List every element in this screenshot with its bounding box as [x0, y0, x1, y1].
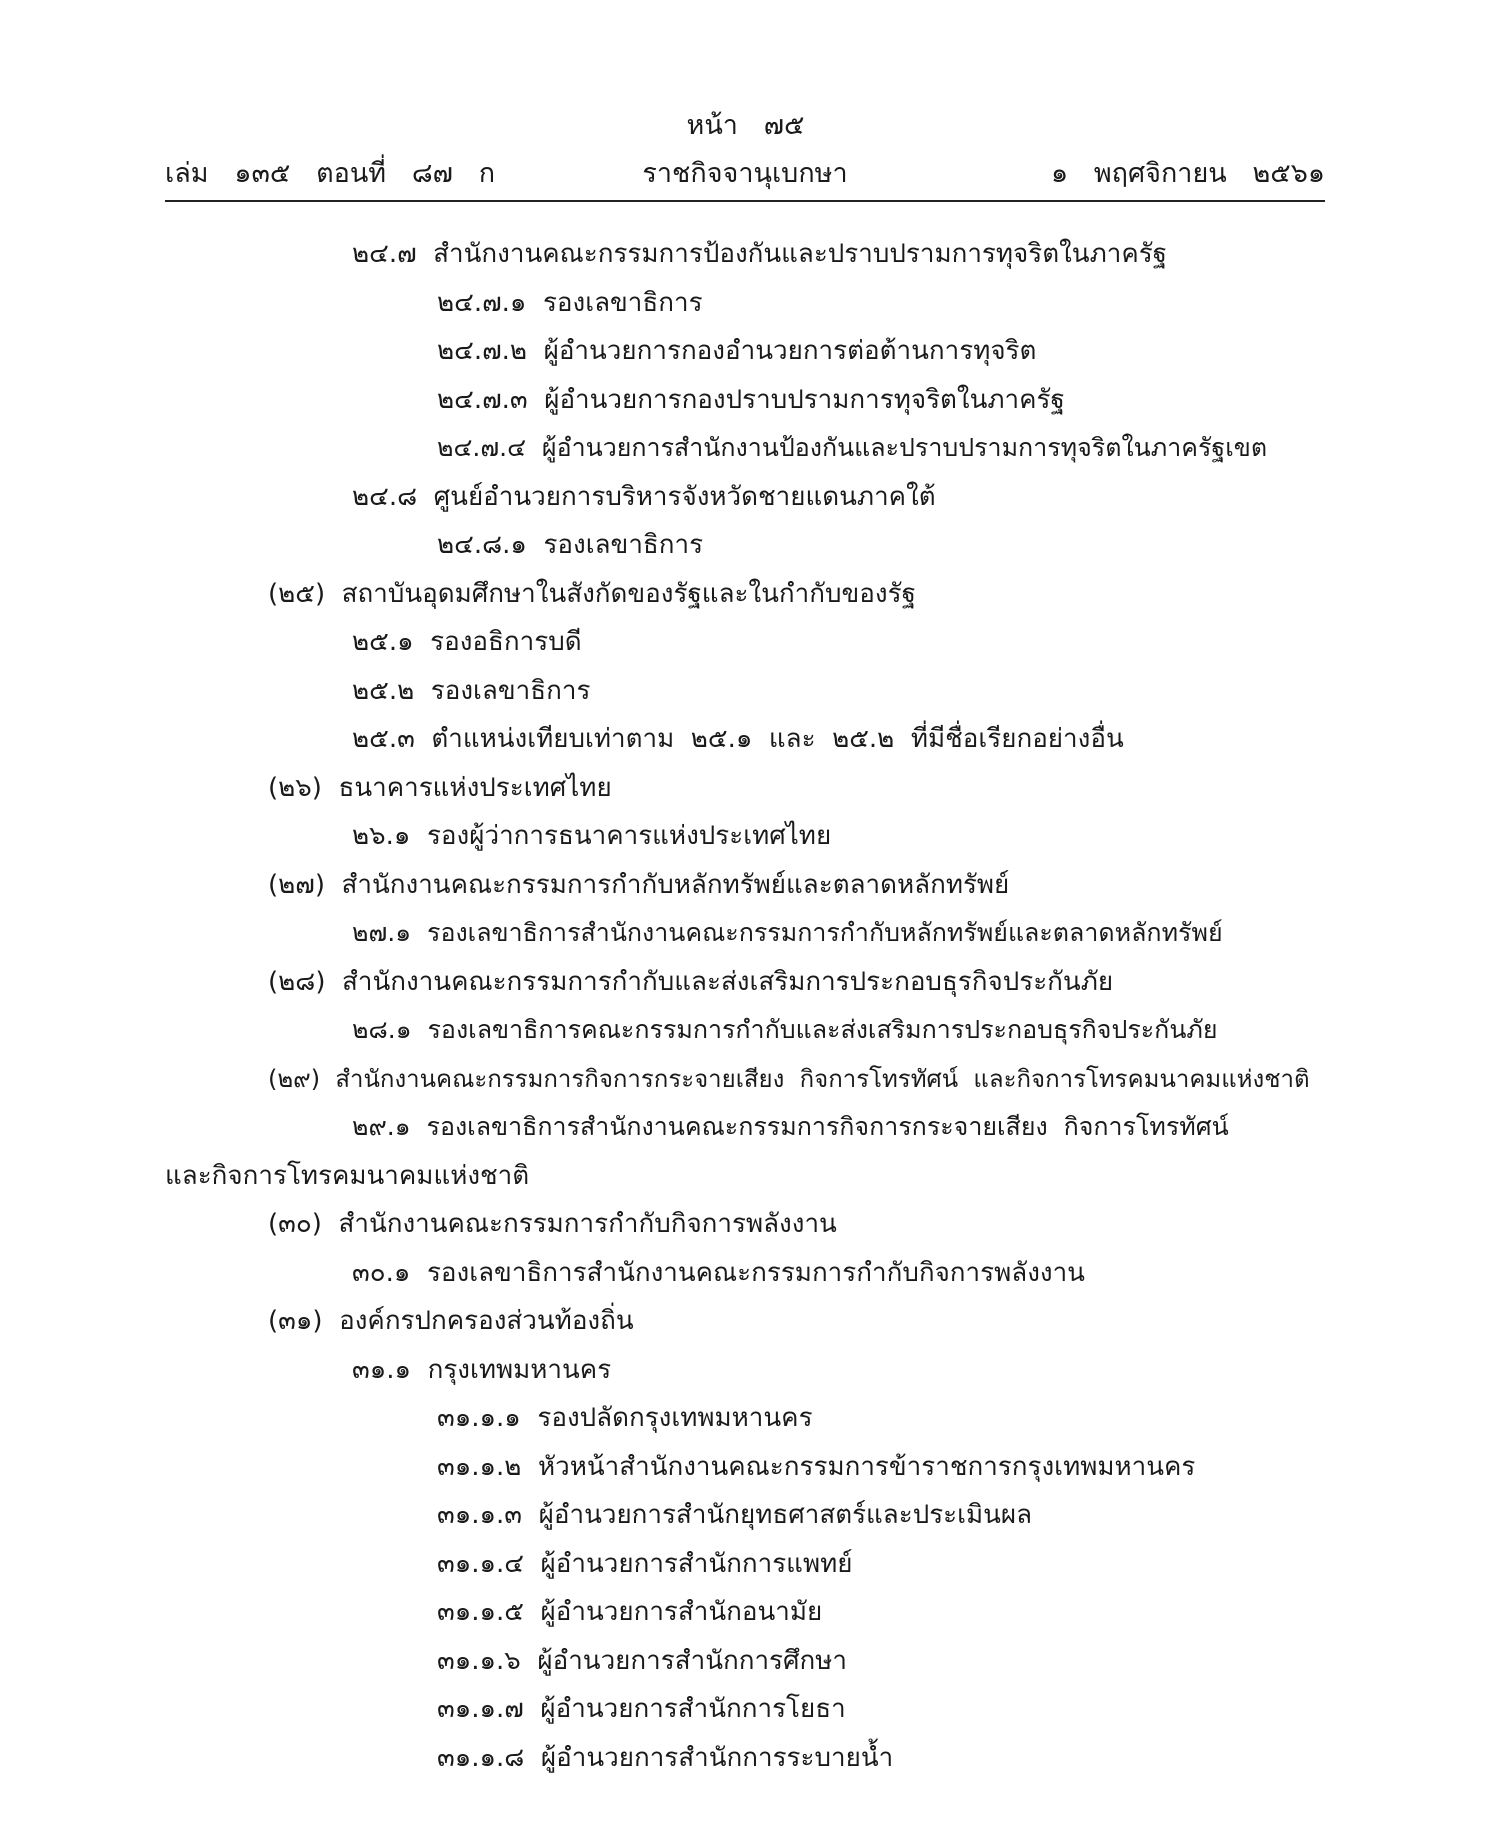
item-text: ผู้อำนวยการสำนักยุทธศาสตร์และประเมินผล [538, 1500, 1033, 1530]
item-text: รองเลขาธิการสำนักงานคณะกรรมการกำกับกิจการพลังงาน [426, 1258, 1085, 1288]
item-number: ๒๕.๓ [352, 724, 415, 754]
item-number: ๒๔.๗.๑ [437, 288, 527, 318]
list-item [437, 281, 703, 325]
list-item [437, 1590, 822, 1634]
item-text: รองปลัดกรุงเทพมหานคร [537, 1403, 813, 1433]
item-text: สำนักงานคณะกรรมการป้องกันและปราบปรามการทุจริตในภาครัฐ [433, 239, 1168, 269]
item-text: สำนักงานคณะกรรมการกำกับกิจการพลังงาน [338, 1209, 837, 1239]
item-number: ๒๙.๑ [352, 1112, 411, 1141]
list-item [437, 378, 1065, 422]
list-item [352, 814, 831, 858]
item-text: รองเลขาธิการสำนักงานคณะกรรมการกิจการกระจายเสียง กิจการโทรทัศน์ [426, 1112, 1229, 1141]
item-number: ๓๑.๑.๓ [437, 1500, 523, 1530]
list-item [437, 1687, 846, 1731]
item-text: ธนาคารแห่งประเทศไทย [338, 773, 612, 803]
item-number: ๒๘.๑ [352, 1015, 412, 1044]
item-number: ๒๗.๑ [352, 918, 412, 947]
item-text: ผู้อำนวยการสำนักการระบายน้ำ [540, 1743, 894, 1773]
list-item [437, 426, 1267, 470]
item-number: (๒๙) [268, 1065, 321, 1093]
item-text: ผู้อำนวยการสำนักงานป้องกันและปราบปรามการทุจริตในภาครัฐเขต [541, 433, 1268, 462]
list-item [437, 1445, 1195, 1489]
item-text: สำนักงานคณะกรรมการกิจการกระจายเสียง กิจการโทรทัศน์ และกิจการโทรคมนาคมแห่งชาติ [335, 1065, 1310, 1093]
list-item [268, 1057, 1310, 1101]
item-text: ผู้อำนวยการสำนักการศึกษา [537, 1646, 847, 1676]
item-text: รองอธิการบดี [430, 627, 582, 657]
list-item [437, 1542, 852, 1586]
item-number: ๓๑.๑.๗ [437, 1694, 524, 1724]
item-text: รองเลขาธิการ [543, 530, 704, 560]
item-number: (๒๘) [268, 967, 326, 997]
list-item [437, 329, 1036, 373]
item-text: ผู้อำนวยการสำนักการโยธา [540, 1694, 846, 1724]
list-item [352, 232, 1167, 276]
list-item [352, 620, 582, 664]
item-text: และกิจการโทรคมนาคมแห่งชาติ [165, 1161, 530, 1191]
list-item [268, 960, 1113, 1004]
page-number: หน้า ๗๕ [686, 110, 805, 141]
list-item [268, 572, 916, 616]
item-text: องค์กรปกครองส่วนท้องถิ่น [339, 1306, 634, 1336]
item-number: ๒๔.๘.๑ [437, 530, 527, 560]
gazette-header [165, 156, 1325, 196]
item-number: (๒๖) [268, 773, 322, 803]
item-number: ๓๑.๑.๖ [437, 1646, 521, 1676]
list-item [352, 1348, 611, 1392]
list-item [268, 1299, 634, 1343]
item-number: ๒๔.๘ [352, 482, 418, 512]
list-item [352, 475, 936, 519]
item-number: ๓๑.๑.๕ [437, 1597, 524, 1627]
list-item [437, 523, 703, 567]
list-item [352, 911, 1223, 955]
item-number: ๒๔.๗ [352, 239, 417, 269]
item-text: รองเลขาธิการคณะกรรมการกำกับและส่งเสริมการประกอบธุรกิจประกันภัย [427, 1015, 1218, 1044]
item-number: (๒๕) [268, 579, 326, 609]
item-text: ผู้อำนวยการสำนักอนามัย [540, 1597, 823, 1627]
item-number: ๒๕.๒ [352, 676, 415, 706]
item-text: ผู้อำนวยการกองอำนวยการต่อต้านการทุจริต [543, 336, 1037, 366]
item-number: ๓๑.๑ [352, 1355, 412, 1385]
list-item [352, 717, 1124, 761]
list-item [437, 1639, 847, 1683]
item-text: สำนักงานคณะกรรมการกำกับหลักทรัพย์และตลาดหลักทรัพย์ [341, 870, 1010, 900]
list-item [437, 1736, 893, 1780]
item-number: ๓๑.๑.๑ [437, 1403, 521, 1433]
item-text: สำนักงานคณะกรรมการกำกับและส่งเสริมการประกอบธุรกิจประกันภัย [342, 967, 1114, 997]
list-item [352, 669, 590, 713]
publication-date: ๑ พฤศจิกายน ๒๕๖๑ [1050, 158, 1325, 189]
item-number: ๒๔.๗.๓ [437, 385, 528, 415]
item-text: รองผู้ว่าการธนาคารแห่งประเทศไทย [426, 821, 832, 851]
gazette-title: ราชกิจจานุเบกษา [642, 158, 848, 189]
item-number: ๒๔.๗.๔ [437, 433, 527, 462]
item-number: ๒๔.๗.๒ [437, 336, 528, 366]
list-item [268, 766, 612, 810]
item-text: รองเลขาธิการ [542, 288, 703, 318]
list-item [268, 863, 1009, 907]
list-item [352, 1105, 1229, 1149]
item-text: ศูนย์อำนวยการบริหารจังหวัดชายแดนภาคใต้ [433, 482, 936, 512]
item-number: ๒๕.๑ [352, 627, 414, 657]
item-text: ตำแหน่งเทียบเท่าตาม ๒๕.๑ และ ๒๕.๒ ที่มีชื่อเรียกอย่างอื่น [431, 724, 1124, 754]
list-item [352, 1008, 1218, 1052]
item-number: (๓๑) [268, 1306, 323, 1336]
item-number: (๓๐) [268, 1209, 322, 1239]
item-text: สถาบันอุดมศึกษาในสังกัดของรัฐและในกำกับของรัฐ [341, 579, 916, 609]
list-item [437, 1493, 1032, 1537]
list-item [268, 1202, 837, 1246]
item-text: ผู้อำนวยการสำนักการแพทย์ [540, 1549, 853, 1579]
item-number: ๓๑.๑.๘ [437, 1743, 525, 1773]
list-item [352, 1251, 1085, 1295]
header-divider [165, 200, 1325, 202]
item-number: ๓๐.๑ [352, 1258, 411, 1288]
list-item-continuation [165, 1154, 529, 1198]
volume-issue: เล่ม ๑๓๕ ตอนที่ ๘๗ ก [165, 158, 496, 189]
item-number: ๒๖.๑ [352, 821, 411, 851]
item-text: รองเลขาธิการสำนักงานคณะกรรมการกำกับหลักทรัพย์และตลาดหลักทรัพย์ [427, 918, 1223, 947]
item-number: ๓๑.๑.๒ [437, 1452, 522, 1482]
item-text: กรุงเทพมหานคร [427, 1355, 612, 1385]
item-text: รองเลขาธิการ [430, 676, 591, 706]
item-text: ผู้อำนวยการกองปราบปรามการทุจริตในภาครัฐ [544, 385, 1065, 415]
item-text: หัวหน้าสำนักงานคณะกรรมการข้าราชการกรุงเทพมหานคร [537, 1452, 1196, 1482]
list-item [437, 1396, 813, 1440]
item-number: ๓๑.๑.๔ [437, 1549, 524, 1579]
item-number: (๒๗) [268, 870, 325, 900]
